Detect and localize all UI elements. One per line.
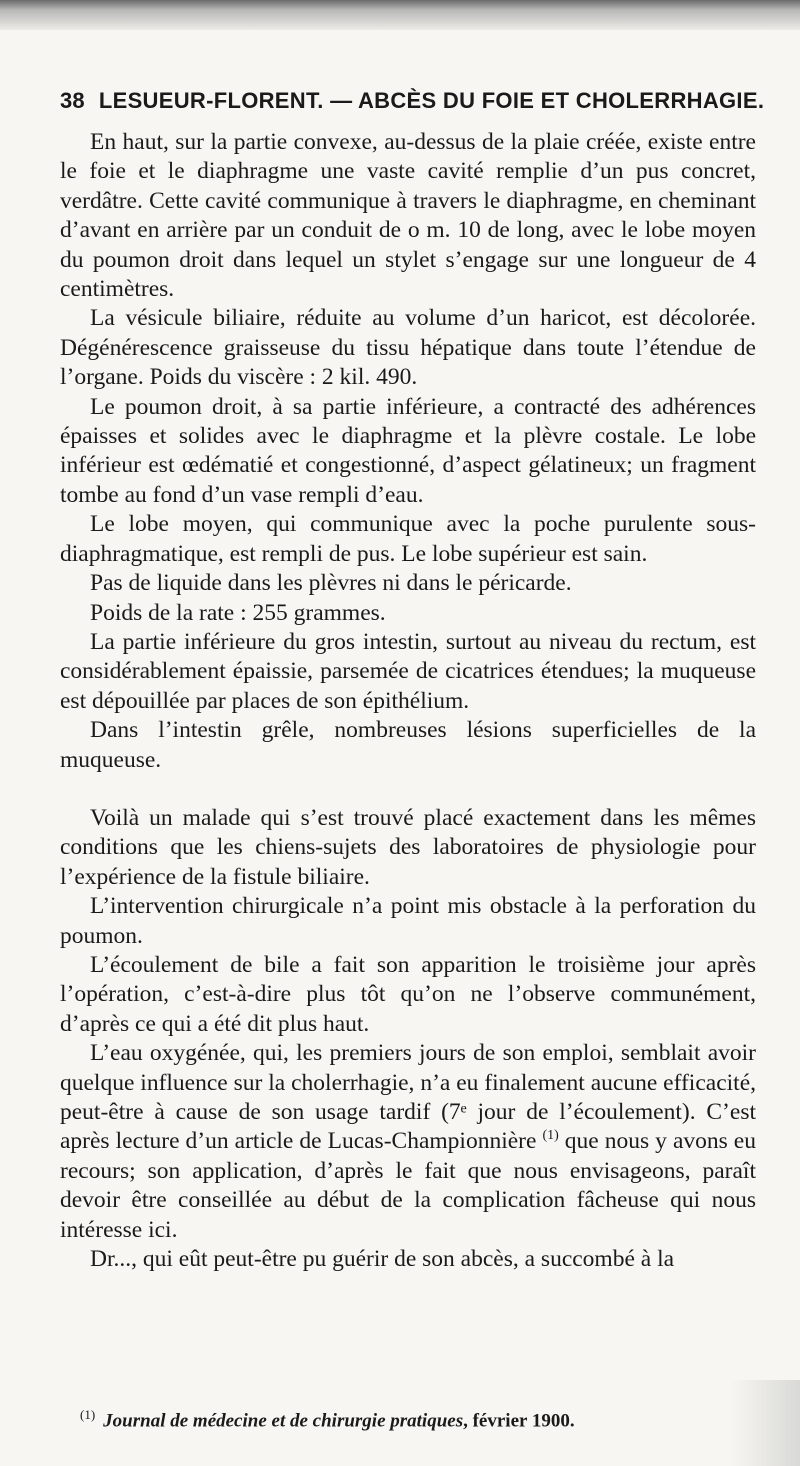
scan-top-edge: [0, 0, 800, 30]
paragraph-bile-flow: L’écoulement de bile a fait son apparition le troisième jour après l’opération, c’est-à-dire plus tôt qu’on ne l’observe communément, d’après ce qui a été dit plus haut.: [60, 951, 756, 1037]
footnote-reference: (1): [542, 1128, 559, 1144]
page-body: [60, 88, 765, 1274]
paragraph-pleura: Pas de liquide dans les plèvres ni dans le péricarde.: [90, 570, 572, 597]
paragraph-oxygenated-water: [60, 1039, 756, 1245]
footnote-journal-title: Journal de médecine et de chirurgie pratiques: [103, 1410, 464, 1432]
paragraph-middle-lobe: Le lobe moyen, qui communique avec la poche purulente sous-diaphragmatique, est rempli de pus. Le lobe supérieur est sain.: [60, 511, 756, 567]
paragraph-gallbladder: La vésicule biliaire, réduite au volume d’un haricot, est décolorée. Dégénérescence graisseuse du tissu hépatique dans toute l’étendue de l’organe. Poids du viscère : 2 kil. 490.: [60, 305, 756, 391]
paragraph-oxygenated-water-text-b: que nous y avons eu recours; son application, d’après le fait que nous envisageons, paraît devoir être conseillée au début de la complication fâcheuse qui nous intéresse ici.: [60, 1128, 756, 1243]
footnote: [80, 1407, 720, 1432]
paragraph-large-intestine: La partie inférieure du gros intestin, surtout au niveau du rectum, est considérablement épaissie, parsemée de cicatrices étendues; la muqueuse est dépouillée par places de son épithélium.: [60, 628, 756, 714]
paragraph-right-lung: Le poumon droit, à sa partie inférieure, a contracté des adhérences épaisses et solides avec le diaphragme et la plèvre costale. Le lobe inférieur est œdématié et congestionné, d’aspect gélatineux; un fragment tombe au fond d’un vase rempli d’eau.: [60, 393, 756, 508]
scan-corner-shadow: [730, 1380, 800, 1466]
paragraph-conclusion-start: Dr..., qui eût peut-être pu guérir de son abcès, a succombé à la: [90, 1246, 675, 1273]
paragraph-patient-comparison: Voilà un malade qui s’est trouvé placé exactement dans les mêmes conditions que les chiens-sujets des laboratoires de physiologie pour l’expérience de la fistule biliaire.: [60, 804, 756, 890]
running-header: [60, 88, 765, 114]
page-number: 38: [60, 88, 85, 113]
paragraph-surgical-intervention: L’intervention chirurgicale n’a point mis obstacle à la perforation du poumon.: [60, 893, 756, 949]
paragraph-oxygenated-water-text-a: L’eau oxygénée, qui, les premiers jours de son emploi, semblait avoir quelque influence sur la cholerrhagie, n’a eu finalement aucune efficacité, peut-être à cause de son usage tardif (7ᵉ jour de l’écoulement). C’est après lecture d’un article de Lucas-Championnière: [60, 1040, 756, 1155]
footnote-date: , février 1900.: [463, 1410, 575, 1432]
running-head-title: LESUEUR-FLORENT. — ABCÈS DU FOIE ET CHOLERRHAGIE.: [98, 88, 765, 113]
paragraph-small-intestine: Dans l’intestin grêle, nombreuses lésions superficielles de la muqueuse.: [60, 717, 756, 773]
paragraph-spleen: Poids de la rate : 255 grammes.: [90, 599, 386, 626]
paragraph-upper-cavity: En haut, sur la partie convexe, au-dessus de la plaie créée, existe entre le foie et le diaphragme une vaste cavité remplie d’un pus concret, verdâtre. Cette cavité communique à travers le diaphragme, en cheminant d’avant en arrière par un conduit de o m. 10 de long, avec le lobe moyen du poumon droit dans lequel un stylet s’engage sur une longueur de 4 centimètres.: [60, 129, 756, 303]
footnote-mark: (1): [80, 1407, 96, 1422]
